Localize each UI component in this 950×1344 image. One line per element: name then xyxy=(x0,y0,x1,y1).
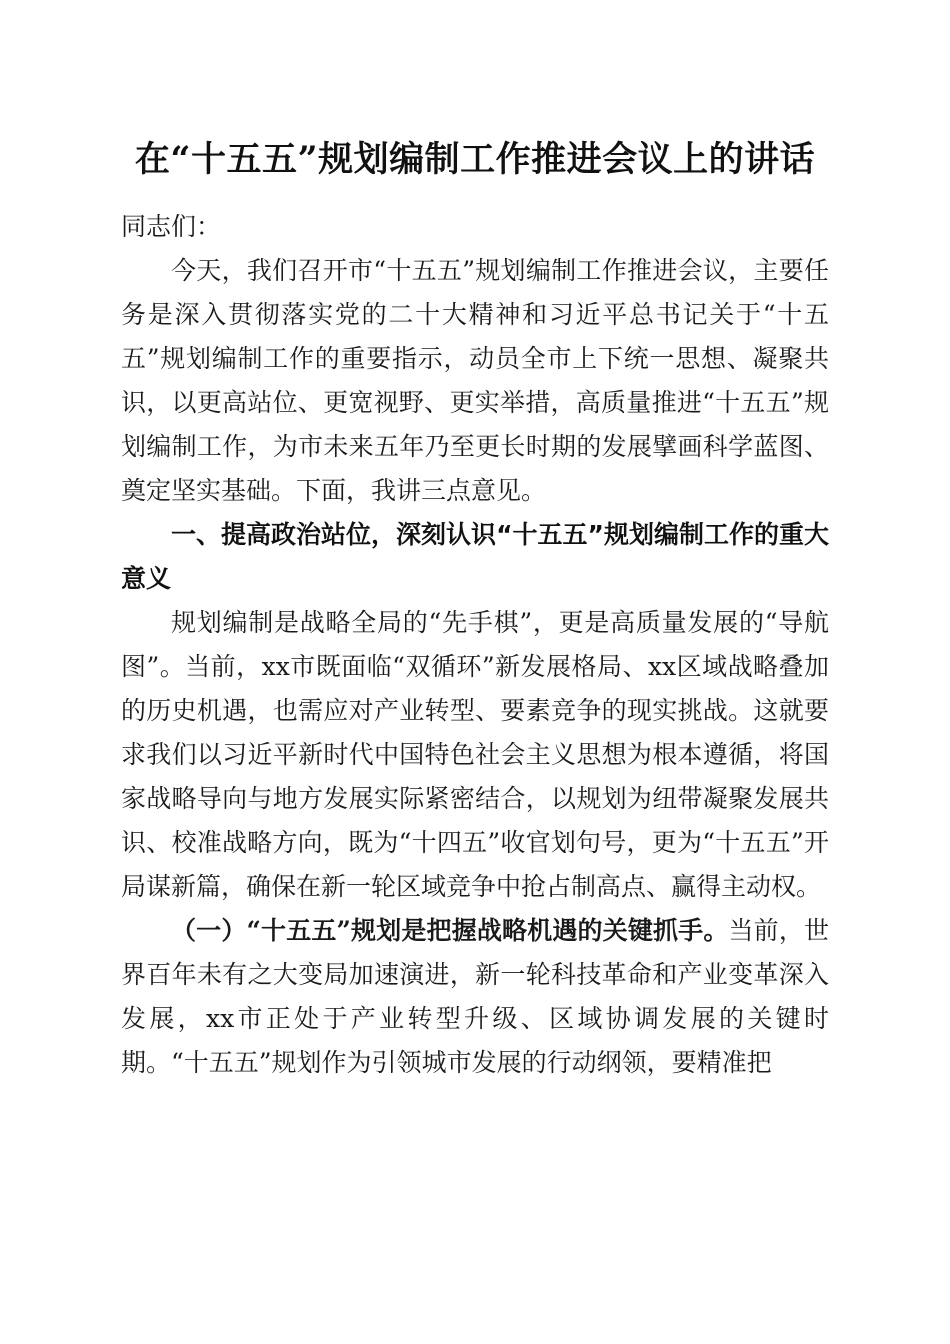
intro-paragraph: 今天，我们召开市“十五五”规划编制工作推进会议，主要任务是深入贯彻落实党的二十大精神和习近平总书记关于“十五五”规划编制工作的重要指示，动员全市上下统一思想、凝聚共识，以更高站位、更宽视野、更实举措，高质量推进“十五五”规划编制工作，为市未来五年乃至更长时期的发展擘画科学蓝图、奠定坚实基础。下面，我讲三点意见。 xyxy=(121,256,829,505)
section-1-paragraph: 规划编制是战略全局的“先手棋”，更是高质量发展的“导航图”。当前，xx市既面临“双循环”新发展格局、xx区域战略叠加的历史机遇，也需应对产业转型、要素竞争的现实挑战。这就要求我们以习近平新时代中国特色社会主义思想为根本遵循，将国家战略导向与地方发展实际紧密结合，以规划为纽带凝聚发展共识、校准战略方向，既为“十四五”收官划句号，更为“十五五”开局谋新篇，确保在新一轮区域竞争中抢占制高点、赢得主动权。 xyxy=(121,608,829,901)
section-1-heading: 一、提高政治站位，深刻认识“十五五”规划编制工作的重大意义 xyxy=(121,520,829,593)
subsection-1-heading: （一）“十五五”规划是把握战略机遇的关键抓手。 xyxy=(171,916,729,945)
document-body xyxy=(121,205,829,1085)
subsection-1-paragraph xyxy=(121,909,829,1085)
subsection-1-text: 当前，世界百年未有之大变局加速演进，新一轮科技革命和产业变革深入发展，xx市正处于产业转型升级、区域协调发展的关键时期。“十五五”规划作为引领城市发展的行动纲领，要精准把 xyxy=(121,916,829,1077)
document-title: 在“十五五”规划编制工作推进会议上的讲话 xyxy=(134,139,816,180)
salutation: 同志们： xyxy=(121,212,222,241)
